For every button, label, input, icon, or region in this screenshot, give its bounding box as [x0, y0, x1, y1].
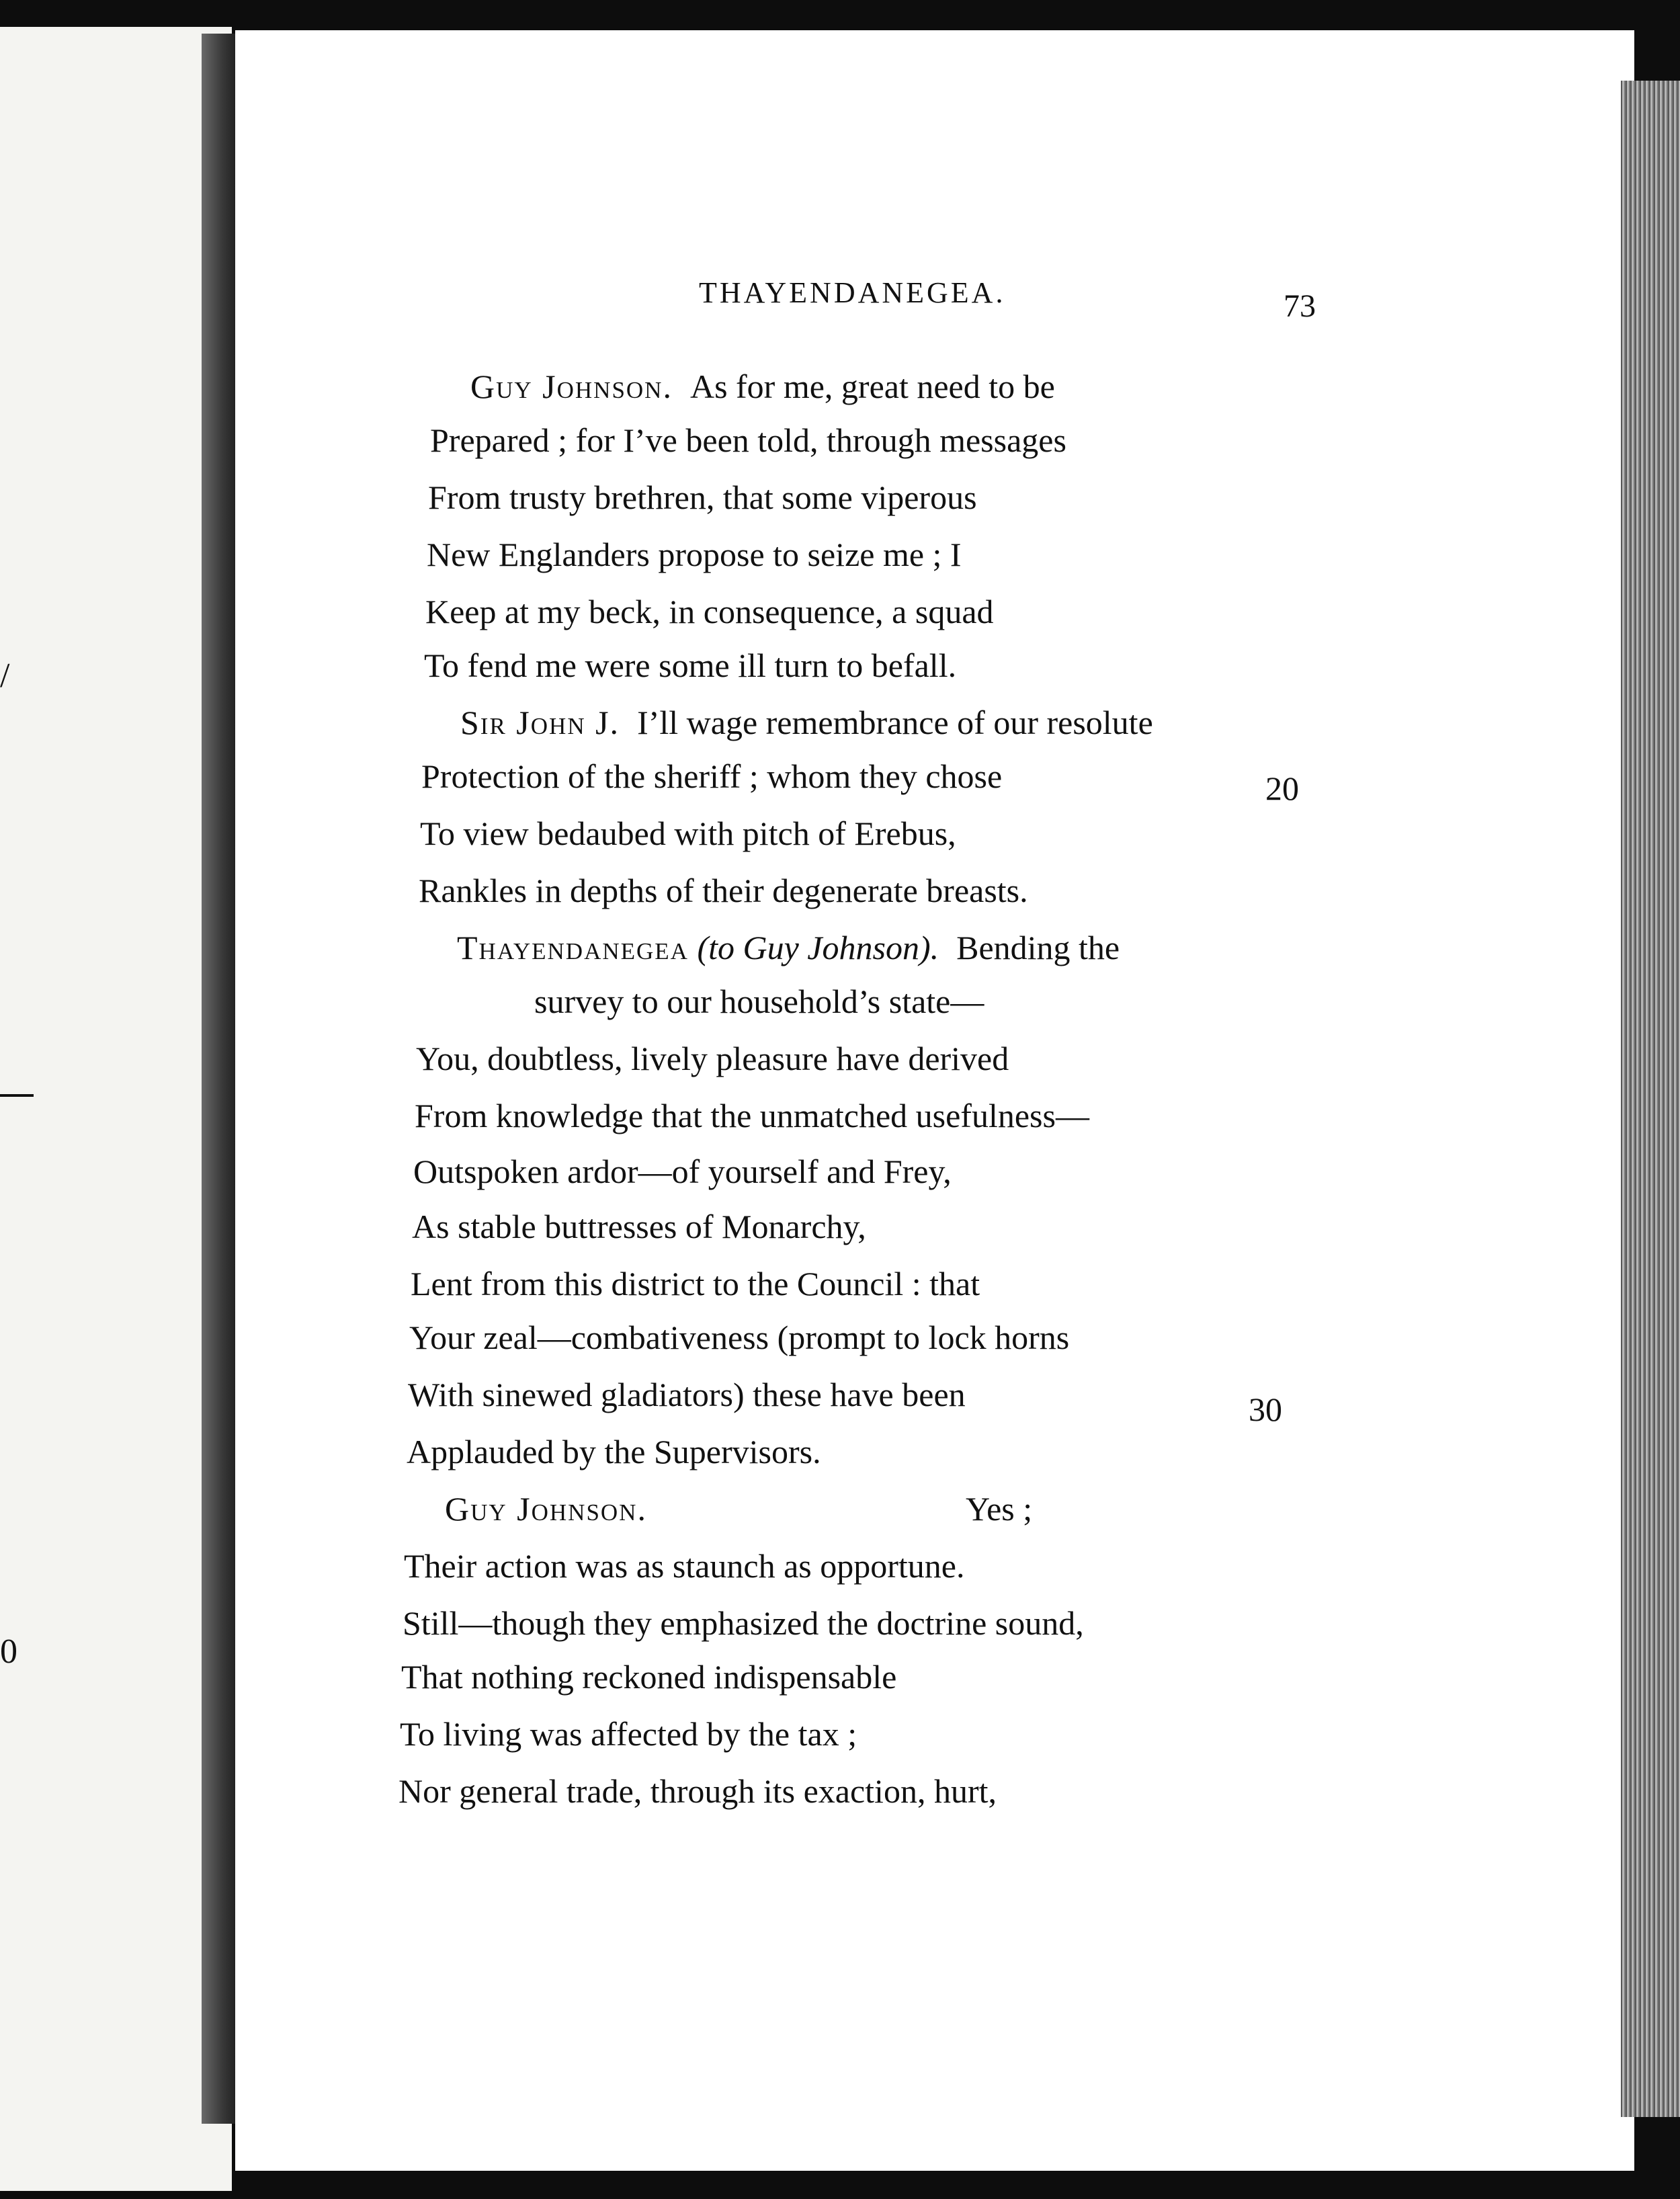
left-page-dash	[0, 1094, 34, 1097]
verse-line: Lent from this district to the Council : that	[411, 1265, 980, 1302]
verse-line: To fend me were some ill turn to befall.	[424, 647, 957, 684]
verse-line: Thayendanegea (to Guy Johnson). Bending the	[457, 929, 1120, 966]
line-number: 30	[1249, 1391, 1282, 1428]
verse-line: Guy Johnson. Yes ;	[445, 1490, 1033, 1528]
verse-line: Their action was as staunch as opportune.	[404, 1547, 965, 1585]
verse-line: Applauded by the Supervisors.	[407, 1433, 821, 1470]
verse-line: Your zeal—combativeness (prompt to lock horns	[409, 1319, 1070, 1356]
verse-line: survey to our household’s state—	[534, 983, 984, 1020]
verse-line: With sinewed gladiators) these have been	[408, 1376, 966, 1413]
stage-direction: (to Guy Johnson).	[697, 929, 939, 966]
verse-line: Rankles in depths of their degenerate breasts.	[419, 872, 1028, 909]
speaker-name: Guy Johnson.	[470, 368, 673, 405]
verse-line: Prepared ; for I’ve been told, through messages	[430, 421, 1066, 459]
left-page-fragment-slash: /	[0, 657, 10, 695]
running-header: THAYENDANEGEA.	[699, 276, 1006, 309]
left-facing-page	[0, 27, 232, 2191]
verse-line: Protection of the sheriff ; whom they chose	[421, 757, 1003, 795]
verse-line: That nothing reckoned indispensable	[401, 1658, 897, 1696]
page-number: 73	[1284, 288, 1316, 324]
verse-line: To living was affected by the tax ;	[400, 1715, 857, 1753]
verse-line: You, doubtless, lively pleasure have derived	[416, 1040, 1009, 1077]
page-edges	[1621, 81, 1680, 2117]
verse-line: Guy Johnson. As for me, great need to be	[470, 368, 1055, 405]
verse-line: From trusty brethren, that some viperous	[428, 479, 977, 516]
verse-line: To view bedaubed with pitch of Erebus,	[420, 815, 956, 852]
verse-line: Sir John J. I’ll wage remembrance of our resolute	[460, 704, 1153, 741]
speaker-name: Guy Johnson.	[445, 1490, 647, 1528]
line-number: 20	[1265, 770, 1299, 807]
verse-line: New Englanders propose to seize me ; I	[427, 536, 962, 573]
left-page-fragment-zero: 0	[0, 1632, 17, 1671]
verse-line: Keep at my beck, in consequence, a squad	[425, 593, 994, 630]
verse-line: Still—though they emphasized the doctrine sound,	[403, 1604, 1084, 1642]
speaker-name: Thayendanegea	[457, 929, 689, 966]
verse-line: From knowledge that the unmatched usefulness—	[415, 1097, 1089, 1134]
verse-line: Nor general trade, through its exaction, hurt,	[398, 1772, 997, 1810]
speaker-name: Sir John J.	[460, 704, 620, 741]
verse-line: As stable buttresses of Monarchy,	[412, 1208, 866, 1245]
verse-line: Outspoken ardor—of yourself and Frey,	[413, 1153, 952, 1190]
